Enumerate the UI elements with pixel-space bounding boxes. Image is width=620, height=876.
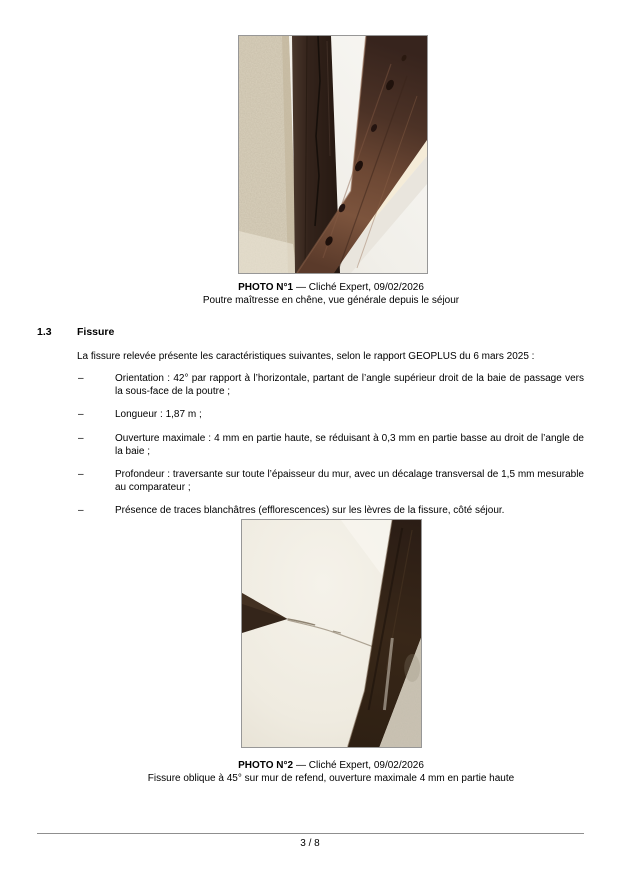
page-number: 3 / 8 [300,838,320,849]
photo-2 [241,519,422,748]
photo-1-image [239,36,427,273]
section-title: Fissure [77,326,115,338]
photo-2-image [242,520,421,747]
bullet-text: Orientation : 42° par rapport à l’horizontale, partant de l’angle supérieur droit de la baie de passage vers la sous-face de la poutre ; [115,373,584,398]
bullet-dash: – [78,432,84,444]
photo-2-credit: — Cliché Expert, 09/02/2026 [296,760,424,771]
photo-2-caption-line1 [31,759,620,772]
section-number: 1.3 [37,326,52,338]
bullet-text: Présence de traces blanchâtres (efflorescences) sur les lèvres de la fissure, côté séjour. [115,505,505,517]
list-item [78,408,584,421]
photo-1 [238,35,428,274]
bullet-dash: – [78,409,84,421]
bullet-dash: – [78,505,84,517]
bullet-list [78,372,584,528]
section-heading [37,326,114,339]
photo-2-caption [31,759,620,785]
photo-2-label: PHOTO N°2 [238,760,294,771]
bullet-text: Profondeur : traversante sur toute l’épaisseur du mur, avec un décalage transversal de 1,5 mm mesurable au comparateur ; [115,469,584,494]
list-item [78,504,584,517]
section-intro: La fissure relevée présente les caractéristiques suivantes, selon le rapport GEOPLUS du 6 mars 2025 : [77,351,535,362]
photo-1-description: Poutre maîtresse en chêne, vue générale depuis le séjour [202,295,460,306]
photo-1-caption-line1 [31,281,620,294]
floor-shadow [404,654,420,682]
photo-1-label: PHOTO N°1 [238,282,294,293]
bullet-dash: – [78,373,84,384]
footer-divider [37,833,584,834]
photo-1-credit: — Cliché Expert, 09/02/2026 [296,282,424,293]
bullet-text: Ouverture maximale : 4 mm en partie haute, se réduisant à 0,3 mm en partie basse au droit de l’angle de la baie ; [115,432,584,457]
list-item [78,468,584,494]
photo-2-description: Fissure oblique à 45° sur mur de refend, ouverture maximale 4 mm en partie haute [147,773,515,784]
list-item [78,372,584,398]
bullet-dash: – [78,469,84,481]
photo-1-caption [31,281,620,307]
bullet-text: Longueur : 1,87 m ; [115,409,202,421]
list-item [78,432,584,458]
